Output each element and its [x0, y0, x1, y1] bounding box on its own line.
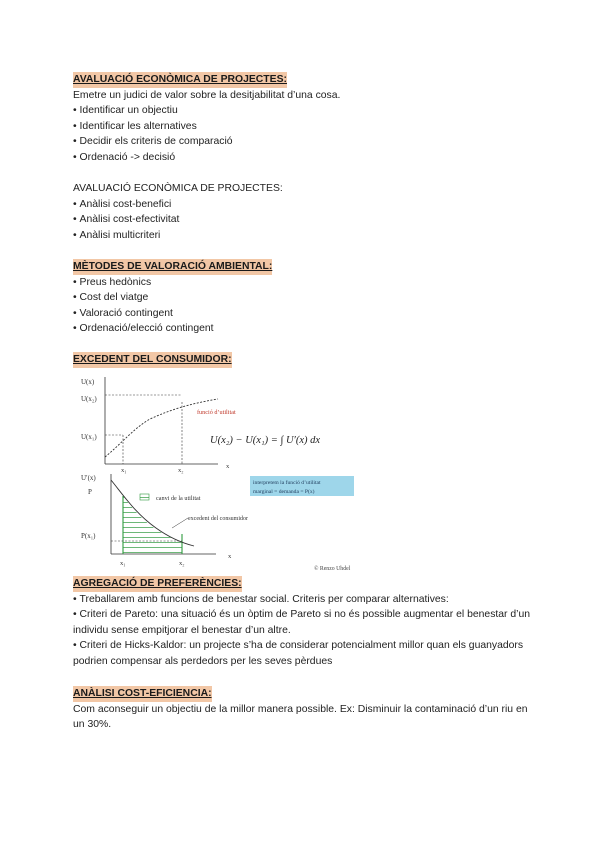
- section-heading: AGREGACIÓ DE PREFERÈNCIES:: [73, 576, 242, 592]
- list-item: • Ordenació/elecció contingent: [73, 321, 533, 337]
- list-item: • Criteri de Pareto: una situació és un òptim de Pareto si no és possible augmentar el benestar d’un individu sense empitjorar el benestar d’un altre.: [73, 607, 533, 638]
- list-item: • Ordenació -> decisió: [73, 150, 533, 166]
- price-change-label: canvi de la utilitat: [156, 495, 201, 502]
- section-consumer-surplus: [73, 352, 533, 368]
- note-line-1: interpretem la funció d’utilitat: [253, 480, 321, 486]
- legend-swatch: [140, 494, 149, 500]
- consumer-surplus-label: excedent del consumidor: [188, 516, 248, 522]
- section-heading: MÈTODES DE VALORACIÓ AMBIENTAL:: [73, 259, 272, 275]
- note-line-2: marginal = demanda = P(x): [253, 489, 315, 495]
- u-x-label: U(x): [81, 378, 95, 386]
- x-label-top: x: [226, 463, 230, 470]
- x1-label-bottom: x₁: [120, 560, 126, 567]
- body-text: Com aconseguir un objectiu de la millor manera possible. Ex: Disminuir la contaminació d’un riu en un 30%.: [73, 703, 528, 731]
- consumer-surplus-figure: [76, 372, 366, 576]
- section-heading: ANÀLISI COST-EFICIENCIA:: [73, 686, 212, 702]
- list-item: • Cost del viatge: [73, 290, 533, 306]
- u-x1-label: U(x₁): [81, 433, 97, 441]
- section-preference-aggregation: [73, 576, 533, 670]
- section-heading: AVALUACIÓ ECONÒMICA DE PROJECTES:: [73, 72, 287, 88]
- x1-label-top: x₁: [121, 467, 127, 474]
- list-item: • Decidir els criteris de comparació: [73, 134, 533, 150]
- u-x2-label: U(x₂): [81, 395, 97, 403]
- list-item: • Identificar un objectiu: [73, 103, 533, 119]
- intro-text: Emetre un judici de valor sobre la desitjabilitat d’una cosa.: [73, 89, 341, 101]
- integral-formula: U(x₂) − U(x₁) = ∫ U′(x) dx: [210, 435, 321, 446]
- list-item: • Anàlisi cost-benefici: [73, 197, 533, 213]
- section-heading: EXCEDENT DEL CONSUMIDOR:: [73, 352, 232, 368]
- section-heading: AVALUACIÓ ECONÒMICA DE PROJECTES:: [73, 183, 283, 194]
- p-x1-label: P(x₁): [81, 532, 96, 540]
- u-prime-label: U′(x): [81, 474, 96, 482]
- utility-function-label: funció d’utilitat: [197, 409, 236, 416]
- x2-label-top: x₂: [178, 467, 184, 474]
- section-cost-efficiency: [73, 686, 533, 733]
- x2-label-bottom: x₂: [179, 560, 185, 567]
- section-evaluation-methods: [73, 181, 533, 243]
- list-item: • Identificar les alternatives: [73, 119, 533, 135]
- x-label-bottom: x: [228, 553, 232, 560]
- surplus-pointer: [172, 518, 188, 528]
- p-label: P: [88, 488, 92, 496]
- list-item: • Preus hedònics: [73, 275, 533, 291]
- list-item: • Criteri de Hicks-Kaldor: un projecte s’ha de considerar potencialment millor quan els guanyadors podrien compensar als perdedors per les seves pèrdues: [73, 638, 533, 669]
- figure-credit: © Renzo Uhdel: [314, 566, 351, 572]
- list-item: • Valoració contingent: [73, 306, 533, 322]
- list-item: • Anàlisi cost-efectivitat: [73, 212, 533, 228]
- list-item: • Treballarem amb funcions de benestar social. Criteris per comparar alternatives:: [73, 592, 533, 608]
- list-item: • Anàlisi multicriteri: [73, 228, 533, 244]
- utility-curve: [105, 399, 218, 457]
- section-project-evaluation: [73, 72, 533, 166]
- section-environmental-valuation: [73, 259, 533, 337]
